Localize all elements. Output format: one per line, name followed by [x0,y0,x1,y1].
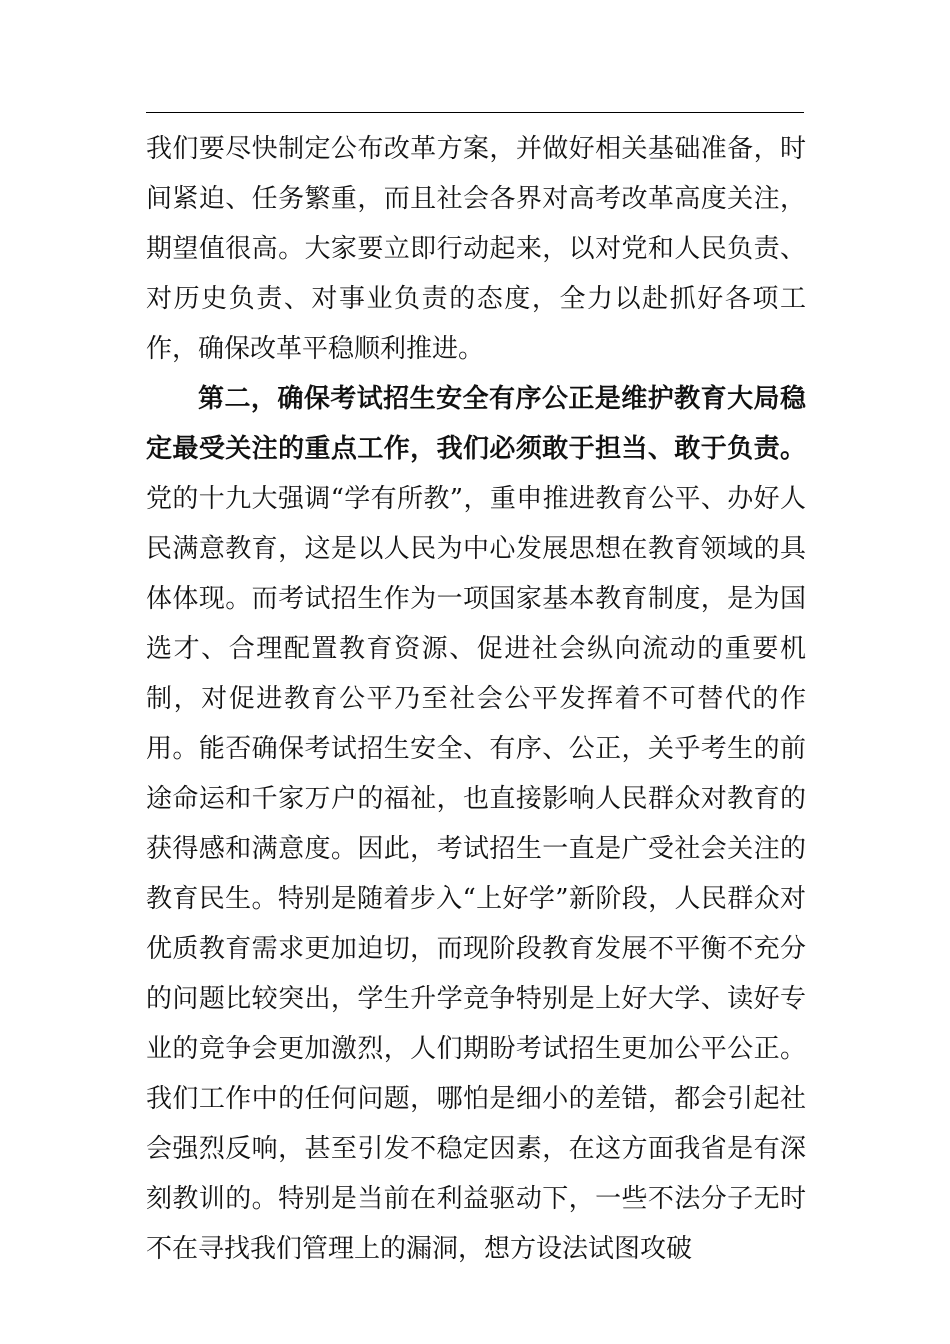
paragraph-text: 我们要尽快制定公布改革方案，并做好相关基础准备，时间紧迫、任务繁重，而且社会各界对高考改革高度关注，期望值很高。大家要立即行动起来，以对党和人民负责、对历史负责、对事业负责的态度，全力以赴抓好各项工作，确保改革平稳顺利推进。 [146,134,806,364]
document-body [146,124,806,1274]
paragraph-bold-lead: 第二，确保考试招生安全有序公正是维护教育大局稳定最受关注的重点工作，我们必须敢于担当、敢于负责。 [146,384,806,464]
paragraph-continuation [146,124,806,374]
paragraph-text: 党的十九大强调“学有所教”，重申推进教育公平、办好人民满意教育，这是以人民为中心发展思想在教育领域的具体体现。而考试招生作为一项国家基本教育制度，是为国选才、合理配置教育资源、促进社会纵向流动的重要机制，对促进教育公平乃至社会公平发挥着不可替代的作用。能否确保考试招生安全、有序、公正，关乎考生的前途命运和千家万户的福祉，也直接影响人民群众对教育的获得感和满意度。因此，考试招生一直是广受社会关注的教育民生。特别是随着步入“上好学”新阶段，人民群众对优质教育需求更加迫切，而现阶段教育发展不平衡不充分的问题比较突出，学生升学竞争特别是上好大学、读好专业的竞争会更加激烈，人们期盼考试招生更加公平公正。我们工作中的任何问题，哪怕是细小的差错，都会引起社会强烈反响，甚至引发不稳定因素，在这方面我省是有深刻教训的。特别是当前在利益驱动下，一些不法分子无时不在寻找我们管理上的漏洞，想方设法试图攻破 [146,484,806,1264]
paragraph-second-point [146,374,806,1274]
header-rule [146,112,804,113]
